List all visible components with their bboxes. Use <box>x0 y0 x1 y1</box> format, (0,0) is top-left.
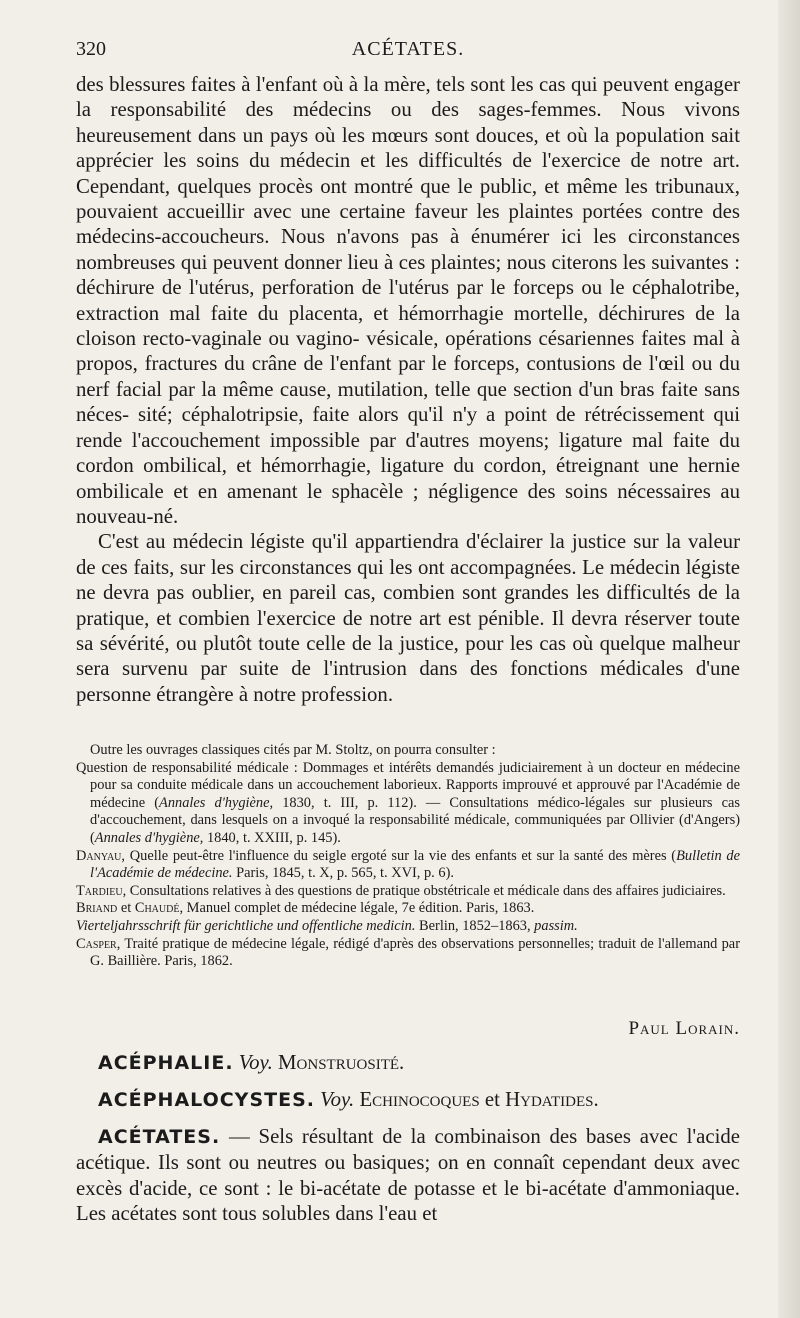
text-line: des blessures faites à l'enfant où à la mère, tels sont les cas qui peuvent <box>76 73 675 96</box>
text-line: faite du cordon ombilical, et hémorrhagie, ligature du cordon, étreignant <box>76 428 740 478</box>
see-also-reference: Echinocoques <box>359 1088 480 1111</box>
text-line: Il devra réserver toute sa sévérité, ou plutôt toute celle de la justice, pour <box>76 606 740 655</box>
text-line: sait apprécier les soins du médecin et les difficultés de l'exercice de notre <box>76 123 740 173</box>
text-line: vésicale, opérations césariennes faites mal à propos, fractures du crâne <box>76 327 740 376</box>
text-line: les difficultés de la pratique, et combien l'exercice de notre art est pénible. <box>76 581 740 630</box>
bibliography-ref-vierteljahrsschrift: Vierteljahrsschrift für gerichtliche und offentliche medicin. Berlin, 1852–1863, passim. <box>76 917 578 934</box>
see-also-label: Voy. <box>320 1088 355 1111</box>
bibliography <box>76 742 740 971</box>
entry-acephalocystes: ACÉPHALOCYSTES. Voy. Echinocoques et Hydatides. <box>98 1088 599 1111</box>
text-line: les cas où quelque malheur sera survenu par suite de l'intrusion dans des <box>76 631 740 681</box>
text-line: sité; céphalotripsie, faite alors qu'il n'y a point de rétrécissement qui <box>138 403 741 427</box>
entry-headword: ACÉPHALOCYSTES. <box>98 1089 315 1111</box>
paragraph-legal-physician <box>76 529 740 707</box>
paragraph-responsibility <box>76 72 740 529</box>
text-line: nécessaires au nouveau-né. <box>76 479 740 528</box>
text-line: fonctions médicales d'une personne étrangère à notre profession. <box>76 657 740 706</box>
see-also-reference: Hydatides. <box>505 1088 599 1111</box>
bibliography-ref-responsabilite: Question de responsabilité médicale : Dommages et intérêts demandés judiciairement à un docteur en médecine pour sa conduite médicale dans un accouchement laborieux. Rapports improuvé et approuvé par l'Académie de médecine (Annales d'hygiène, 1830, t. III, p. 112). — Consultations médico-légales sur plusieurs cas d'accouchement, dans lesquels on a invoqué la responsabilité médicale, communiquées par Ollivier (d'Angers) (Annales d'hygiène, 1840, t. XXIII, p. 145). <box>76 759 740 846</box>
text-line: C'est au médecin légiste qu'il appartiendra d'éclairer la justice sur la <box>98 530 689 554</box>
entry-acephalie <box>98 1050 762 1076</box>
page-number: 320 <box>76 38 106 60</box>
text-line: rende l'accouchement impossible par d'autres moyens; ligature mal <box>76 428 673 452</box>
author-signature: Paul Lorain. <box>628 1018 740 1039</box>
bibliography-intro: Outre les ouvrages classiques cités par M. Stoltz, on pourra consulter : <box>90 742 496 758</box>
entry-text: — Sels résultant de la combinaison des bases avec l'acide acétique. Ils sont ou neutres ou basiques; on en connaît cependant deux avec excès d'acide, ce sont : le bi-acétate de potasse et le bi-acétate d'ammoniaque. Les acétates sont tous solubles dans l'eau et <box>76 1125 740 1226</box>
text-line: nous citerons les suivantes : déchirure de l'utérus, perforation de l'utérus <box>76 250 741 300</box>
text-line: engager la responsabilité des médecins ou des sages-femmes. Nous vivons <box>76 73 740 122</box>
entry-acetates <box>76 1124 740 1227</box>
bibliography-ref-danyau: Danyau, Quelle peut-être l'influence du seigle ergoté sur la vie des enfants et sur la santé des mères (Bulletin de l'Académie de médecine. Paris, 1845, t. X, p. 565, t. XVI, p. 6). <box>76 847 740 882</box>
entry-headword: ACÉTATES. <box>98 1126 221 1148</box>
bibliography-ref-casper: Casper, Traité pratique de médecine légale, rédigé d'après des observations personnelles; traduit de l'allemand par G. Baillière. Paris, 1862. <box>76 935 740 970</box>
text-line: valeur de ces faits, sur les circonstances qui les ont accompagnées. Le <box>76 530 740 579</box>
text-line: tribunaux, pouvaient accueillir avec une certaine faveur les plaintes <box>76 174 740 224</box>
see-also-label: Voy. <box>238 1051 273 1074</box>
text-line: de l'enfant par le forceps, contusions de l'œil ou du nerf facial par la <box>76 352 740 401</box>
text-line: par le forceps ou le céphalotribe, extraction mal faite du placenta, et <box>76 276 740 325</box>
text-line: ici les circonstances nombreuses qui peuvent donner lieu à ces plaintes; <box>76 225 740 274</box>
running-title: ACÉTATES. <box>351 38 465 60</box>
entry-headword: ACÉPHALIE. <box>98 1052 234 1074</box>
text-line: même cause, mutilation, telle que section d'un bras faite sans néces- <box>76 377 741 427</box>
bibliography-ref-tardieu: Tardieu, Consultations relatives à des questions de pratique obstétricale et médicale dans des affaires judiciaires. <box>76 882 726 899</box>
text-line: portées contre des médecins-accoucheurs. Nous n'avons pas à énumérer <box>76 200 741 249</box>
main-body-text <box>76 72 740 707</box>
bibliography-ref-briand: Briand et Chaudé, Manuel complet de médecine légale, 7e édition. Paris, 1863. <box>76 900 535 917</box>
text-line: heureusement dans un pays où les mœurs sont douces, et où la population <box>76 123 712 147</box>
page-edge-shadow <box>778 0 800 1318</box>
text-line: médecin légiste ne devra pas oublier, en pareil cas, combien sont grandes <box>76 555 740 605</box>
text-line: art. Cependant, quelques procès ont montré que le public, et même les <box>76 149 740 198</box>
see-also-reference: Monstruosité. <box>278 1051 405 1074</box>
text-line: une hernie ombilicale et en amenant le sphacèle ; négligence des soins <box>76 454 740 503</box>
text-line: hémorrhagie mortelle, déchirures de la cloison recto-vaginale ou vagino- <box>76 301 740 351</box>
page-header <box>76 38 740 68</box>
